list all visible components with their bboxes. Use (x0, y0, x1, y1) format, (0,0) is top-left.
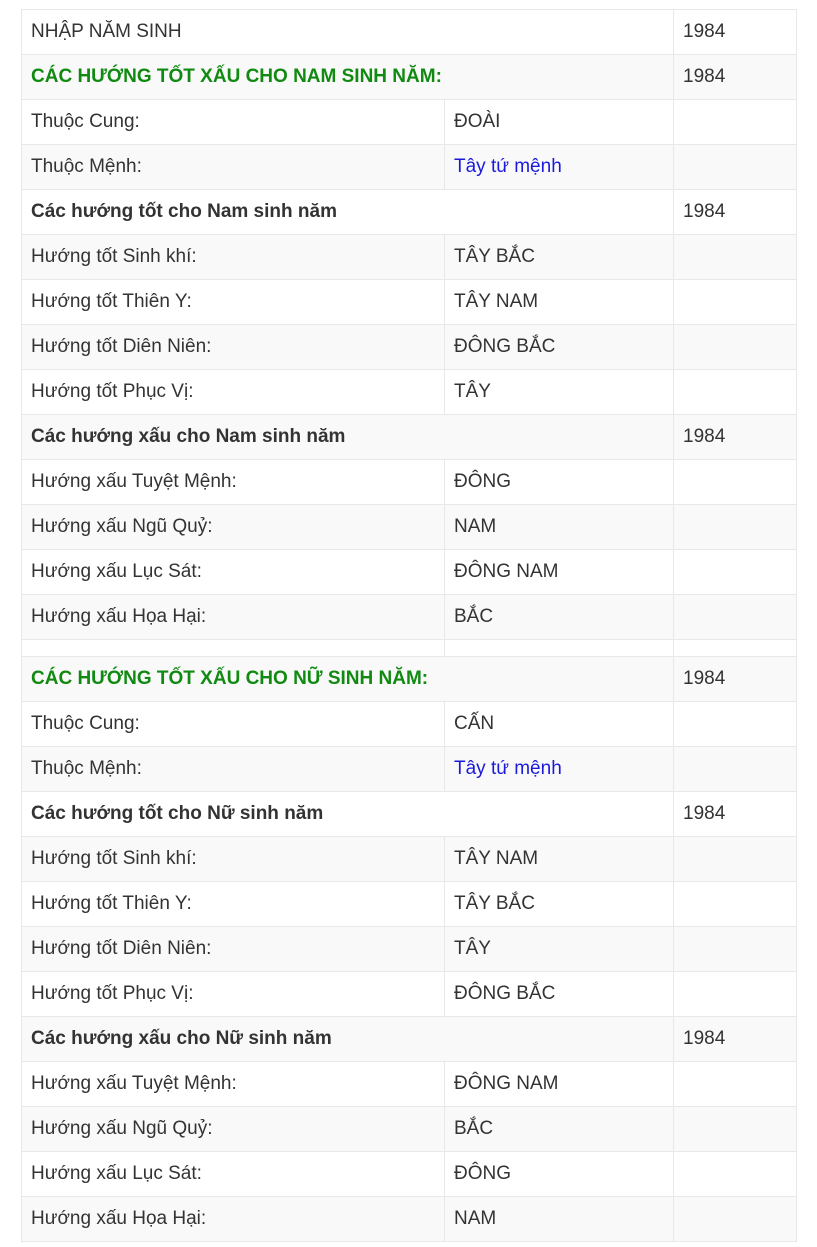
male-bad-row (22, 460, 797, 505)
male-menh-label: Thuộc Mệnh: (22, 145, 445, 190)
female-menh-empty (674, 747, 797, 792)
female-good-empty (674, 972, 797, 1017)
male-good-label: Hướng tốt Phục Vị: (22, 370, 445, 415)
female-cung-label: Thuộc Cung: (22, 702, 445, 747)
female-good-value: TÂY (445, 927, 674, 972)
female-bad-row (22, 1062, 797, 1107)
male-bad-row (22, 505, 797, 550)
male-good-year: 1984 (674, 190, 797, 235)
female-menh-label: Thuộc Mệnh: (22, 747, 445, 792)
male-bad-heading-row (22, 415, 797, 460)
male-good-label: Hướng tốt Thiên Y: (22, 280, 445, 325)
female-bad-value: ĐÔNG NAM (445, 1062, 674, 1107)
male-bad-empty (674, 595, 797, 640)
male-good-row (22, 235, 797, 280)
female-bad-value: BẮC (445, 1107, 674, 1152)
feng-shui-result-table (21, 9, 797, 1242)
male-good-label: Hướng tốt Diên Niên: (22, 325, 445, 370)
female-bad-value: NAM (445, 1197, 674, 1242)
female-cung-value: CẤN (445, 702, 674, 747)
female-bad-row (22, 1107, 797, 1152)
male-bad-value: NAM (445, 505, 674, 550)
female-bad-year: 1984 (674, 1017, 797, 1062)
female-section-heading: CÁC HƯỚNG TỐT XẤU CHO NỮ SINH NĂM: (22, 657, 674, 702)
female-bad-label: Hướng xấu Tuyệt Mệnh: (22, 1062, 445, 1107)
male-good-value: TÂY (445, 370, 674, 415)
male-good-empty (674, 280, 797, 325)
male-bad-value: BẮC (445, 595, 674, 640)
male-bad-year: 1984 (674, 415, 797, 460)
female-good-empty (674, 927, 797, 972)
female-section-year: 1984 (674, 657, 797, 702)
female-bad-label: Hướng xấu Ngũ Quỷ: (22, 1107, 445, 1152)
female-good-label: Hướng tốt Thiên Y: (22, 882, 445, 927)
male-section-heading-row (22, 55, 797, 100)
female-bad-heading: Các hướng xấu cho Nữ sinh năm (22, 1017, 674, 1062)
male-good-value: TÂY BẮC (445, 235, 674, 280)
male-bad-heading: Các hướng xấu cho Nam sinh năm (22, 415, 674, 460)
male-cung-value: ĐOÀI (445, 100, 674, 145)
male-cung-label: Thuộc Cung: (22, 100, 445, 145)
female-bad-label: Hướng xấu Họa Hại: (22, 1197, 445, 1242)
section-spacer-row (22, 640, 797, 657)
male-bad-label: Hướng xấu Lục Sát: (22, 550, 445, 595)
male-menh-row (22, 145, 797, 190)
female-good-empty (674, 882, 797, 927)
female-bad-empty (674, 1197, 797, 1242)
female-good-value: ĐÔNG BẮC (445, 972, 674, 1017)
female-bad-row (22, 1152, 797, 1197)
male-good-empty (674, 235, 797, 280)
female-good-row (22, 927, 797, 972)
female-bad-label: Hướng xấu Lục Sát: (22, 1152, 445, 1197)
male-bad-empty (674, 550, 797, 595)
male-bad-empty (674, 505, 797, 550)
female-good-empty (674, 837, 797, 882)
male-good-value: TÂY NAM (445, 280, 674, 325)
male-cung-row (22, 100, 797, 145)
male-section-year: 1984 (674, 55, 797, 100)
female-menh-link[interactable]: Tây tứ mệnh (445, 747, 674, 792)
female-bad-value: ĐÔNG (445, 1152, 674, 1197)
male-good-heading-row (22, 190, 797, 235)
female-good-value: TÂY BẮC (445, 882, 674, 927)
male-bad-empty (674, 460, 797, 505)
birth-year-label: NHẬP NĂM SINH (22, 10, 674, 55)
male-cung-empty (674, 100, 797, 145)
female-good-label: Hướng tốt Diên Niên: (22, 927, 445, 972)
female-bad-empty (674, 1152, 797, 1197)
female-good-label: Hướng tốt Phục Vị: (22, 972, 445, 1017)
female-bad-row (22, 1197, 797, 1242)
male-good-label: Hướng tốt Sinh khí: (22, 235, 445, 280)
female-good-label: Hướng tốt Sinh khí: (22, 837, 445, 882)
female-good-row (22, 882, 797, 927)
male-good-row (22, 370, 797, 415)
female-cung-row (22, 702, 797, 747)
female-bad-empty (674, 1062, 797, 1107)
male-menh-empty (674, 145, 797, 190)
male-bad-value: ĐÔNG NAM (445, 550, 674, 595)
male-section-heading: CÁC HƯỚNG TỐT XẤU CHO NAM SINH NĂM: (22, 55, 674, 100)
female-good-heading: Các hướng tốt cho Nữ sinh năm (22, 792, 674, 837)
male-menh-link[interactable]: Tây tứ mệnh (445, 145, 674, 190)
female-section-heading-row (22, 657, 797, 702)
female-bad-empty (674, 1107, 797, 1152)
male-bad-label: Hướng xấu Tuyệt Mệnh: (22, 460, 445, 505)
male-good-empty (674, 370, 797, 415)
spacer-cell (22, 640, 445, 657)
male-bad-label: Hướng xấu Họa Hại: (22, 595, 445, 640)
female-good-year: 1984 (674, 792, 797, 837)
birth-year-value: 1984 (674, 10, 797, 55)
male-bad-row (22, 595, 797, 640)
female-good-row (22, 972, 797, 1017)
male-good-row (22, 325, 797, 370)
birth-year-row (22, 10, 797, 55)
female-bad-heading-row (22, 1017, 797, 1062)
feng-shui-result-table-wrapper (21, 9, 796, 1242)
female-good-value: TÂY NAM (445, 837, 674, 882)
male-good-empty (674, 325, 797, 370)
female-cung-empty (674, 702, 797, 747)
spacer-cell (445, 640, 674, 657)
male-bad-row (22, 550, 797, 595)
male-good-heading: Các hướng tốt cho Nam sinh năm (22, 190, 674, 235)
female-good-row (22, 837, 797, 882)
male-good-row (22, 280, 797, 325)
female-menh-row (22, 747, 797, 792)
male-bad-label: Hướng xấu Ngũ Quỷ: (22, 505, 445, 550)
male-good-value: ĐÔNG BẮC (445, 325, 674, 370)
male-bad-value: ĐÔNG (445, 460, 674, 505)
female-good-heading-row (22, 792, 797, 837)
spacer-cell (674, 640, 797, 657)
